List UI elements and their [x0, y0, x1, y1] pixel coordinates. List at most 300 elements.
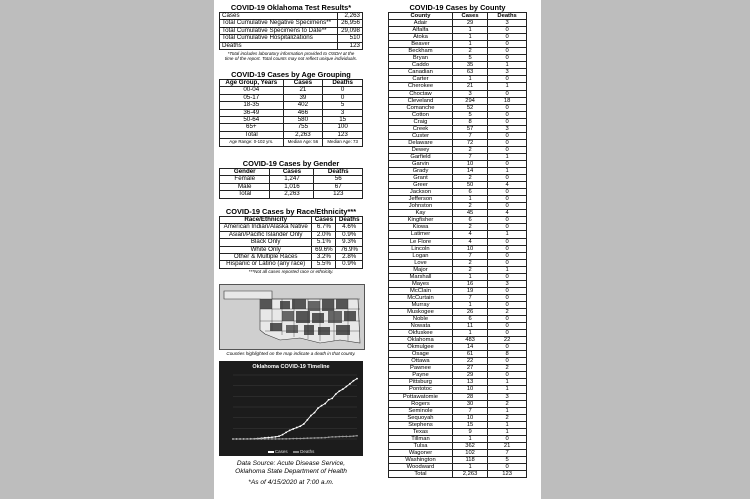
data-point-deaths: [303, 437, 305, 439]
table-cell: Kay: [389, 210, 453, 217]
table-cell: 4.6%: [336, 224, 363, 231]
data-point-deaths: [314, 437, 316, 439]
data-point-cases: [289, 430, 291, 432]
table-cell: 15: [452, 421, 487, 428]
data-point-cases: [278, 435, 280, 437]
table-row: [389, 294, 527, 301]
table-row: [389, 456, 527, 463]
age-footer-cell: Median Age: 56: [283, 139, 323, 146]
data-point-deaths: [278, 438, 280, 440]
data-point-deaths: [321, 437, 323, 439]
table-cell: 0: [488, 344, 527, 351]
metric-label: Cases: [220, 13, 338, 20]
table-header-row: [389, 13, 527, 20]
table-row: [220, 42, 363, 49]
table-cell: 0: [488, 372, 527, 379]
table-row: [389, 372, 527, 379]
table-cell: Okfuskee: [389, 330, 453, 337]
table-row: [389, 182, 527, 189]
timeline-chart: [219, 361, 363, 456]
table-row: [389, 407, 527, 414]
table-cell: 755: [283, 124, 323, 131]
data-point-deaths: [268, 438, 270, 440]
table-row: [389, 146, 527, 153]
table-cell: 1: [452, 273, 487, 280]
table-cell: 0: [488, 294, 527, 301]
table-cell: 2,263: [283, 131, 323, 138]
data-point-deaths: [239, 438, 241, 440]
table-row: [389, 97, 527, 104]
metric-label: Deaths: [220, 42, 338, 49]
column-header: Age Group, Years: [220, 80, 284, 87]
table-cell: 402: [283, 102, 323, 109]
table-row: [389, 344, 527, 351]
table-cell: 0: [488, 90, 527, 97]
table-cell: 13: [452, 379, 487, 386]
table-cell: Tulsa: [389, 442, 453, 449]
table-cell: Le Flore: [389, 238, 453, 245]
table-cell: 3: [488, 125, 527, 132]
table-row: [389, 231, 527, 238]
data-point-deaths: [236, 438, 238, 440]
race-title: COVID-19 Cases by Race/Ethnicity***: [225, 207, 357, 216]
data-point-deaths: [257, 438, 259, 440]
table-cell: 14: [452, 344, 487, 351]
table-cell: 21: [452, 83, 487, 90]
table-cell: 45: [452, 210, 487, 217]
table-cell: Garfield: [389, 153, 453, 160]
table-cell: 27: [452, 365, 487, 372]
county-title: COVID-19 Cases by County: [409, 3, 506, 12]
total-cell: 123: [488, 471, 527, 478]
table-row: [389, 132, 527, 139]
data-point-cases: [296, 427, 298, 429]
data-point-cases: [338, 390, 340, 392]
table-cell: Lincoln: [389, 245, 453, 252]
metric-label: Total Cumulative Hospitalizations: [220, 35, 338, 42]
table-cell: Caddo: [389, 62, 453, 69]
table-row: [389, 41, 527, 48]
table-cell: 50: [452, 182, 487, 189]
data-point-cases: [299, 425, 301, 427]
table-cell: Total: [220, 191, 270, 198]
table-cell: Black Only: [220, 239, 312, 246]
table-cell: Marshall: [389, 273, 453, 280]
table-row: [389, 217, 527, 224]
table-row: [389, 27, 527, 34]
data-point-cases: [310, 415, 312, 417]
data-point-deaths: [250, 438, 252, 440]
oklahoma-map: [219, 284, 365, 350]
legend-cases: Cases: [274, 449, 288, 454]
table-cell: Kiowa: [389, 224, 453, 231]
table-cell: 57: [452, 125, 487, 132]
table-cell: 0: [488, 203, 527, 210]
data-source: [219, 460, 363, 487]
data-point-deaths: [285, 438, 287, 440]
column-header: Cases: [270, 169, 314, 176]
column-header: Cases: [283, 80, 323, 87]
table-cell: Dewey: [389, 146, 453, 153]
table-cell: Grant: [389, 175, 453, 182]
timeline-legend: [219, 449, 363, 454]
table-cell: 9.3%: [336, 239, 363, 246]
table-cell: Pittsburg: [389, 379, 453, 386]
test-results-note-1: *Total includes laboratory information provided to OSDH at the: [227, 51, 355, 57]
data-point-cases: [345, 386, 347, 388]
table-cell: Cotton: [389, 111, 453, 118]
table-cell: 0: [488, 132, 527, 139]
test-results-section: [219, 3, 363, 61]
table-row: [389, 308, 527, 315]
race-note: ***Not all cases reported race or ethnicity.: [248, 268, 334, 274]
table-cell: 22: [452, 358, 487, 365]
table-cell: 5.1%: [312, 239, 336, 246]
data-point-cases: [342, 388, 344, 390]
table-row: [389, 280, 527, 287]
metric-value: 510: [338, 35, 363, 42]
race-table: [219, 216, 363, 269]
table-cell: 00-04: [220, 87, 284, 94]
table-cell: Garvin: [389, 160, 453, 167]
table-cell: 0: [488, 301, 527, 308]
table-cell: White Only: [220, 246, 312, 253]
table-cell: 0: [488, 48, 527, 55]
data-point-deaths: [253, 438, 255, 440]
table-row: [389, 111, 527, 118]
table-cell: 0: [488, 287, 527, 294]
table-cell: 15: [323, 117, 363, 124]
data-point-deaths: [349, 435, 351, 437]
table-cell: Sequoyah: [389, 414, 453, 421]
table-cell: Greer: [389, 182, 453, 189]
table-cell: Cleveland: [389, 97, 453, 104]
table-cell: 118: [452, 456, 487, 463]
oklahoma-county-map-graphic: [220, 285, 364, 349]
table-cell: 29: [452, 20, 487, 27]
table-cell: 7: [488, 449, 527, 456]
table-row: [389, 160, 527, 167]
source-line-2: Oklahoma State Department of Health: [235, 468, 347, 475]
table-row: [389, 48, 527, 55]
table-cell: 2: [452, 48, 487, 55]
table-cell: Logan: [389, 252, 453, 259]
table-cell: 0: [488, 273, 527, 280]
table-cell: 36-49: [220, 109, 284, 116]
table-cell: 05-17: [220, 94, 284, 101]
data-point-deaths: [292, 438, 294, 440]
table-cell: 1: [488, 421, 527, 428]
table-cell: Adair: [389, 20, 453, 27]
table-cell: Nowata: [389, 323, 453, 330]
table-cell: 2: [452, 203, 487, 210]
table-row: [389, 196, 527, 203]
table-row: [389, 83, 527, 90]
table-cell: 483: [452, 337, 487, 344]
table-cell: Oklahoma: [389, 337, 453, 344]
table-cell: 0: [488, 238, 527, 245]
table-cell: 4: [452, 238, 487, 245]
table-cell: 1: [452, 27, 487, 34]
table-row: [389, 435, 527, 442]
metric-value: 26,956: [338, 20, 363, 27]
column-header: Cases: [452, 13, 487, 20]
table-cell: 67: [314, 183, 363, 190]
table-cell: 69.6%: [312, 246, 336, 253]
data-point-deaths: [310, 437, 312, 439]
table-cell: 8: [488, 351, 527, 358]
table-cell: Male: [220, 183, 270, 190]
data-point-deaths: [331, 436, 333, 438]
table-row: [389, 330, 527, 337]
data-point-deaths: [271, 438, 273, 440]
table-cell: American Indian/Alaska Native: [220, 224, 312, 231]
data-point-deaths: [243, 438, 245, 440]
table-cell: Pottawatomie: [389, 393, 453, 400]
series-line-cases: [233, 379, 357, 439]
metric-value: 29,098: [338, 27, 363, 34]
table-row: [389, 316, 527, 323]
metric-value: 123: [338, 42, 363, 49]
table-cell: 0: [488, 323, 527, 330]
table-row: [389, 224, 527, 231]
data-point-deaths: [328, 436, 330, 438]
table-cell: 0: [488, 330, 527, 337]
table-cell: Jackson: [389, 189, 453, 196]
table-cell: 0: [488, 146, 527, 153]
table-cell: 8: [452, 118, 487, 125]
table-cell: 5: [452, 55, 487, 62]
metric-value: 2,263: [338, 13, 363, 20]
table-cell: 1: [452, 34, 487, 41]
table-cell: 0.9%: [336, 231, 363, 238]
table-row: [220, 131, 363, 138]
age-title: COVID-19 Cases by Age Grouping: [231, 70, 351, 79]
table-cell: 5: [488, 456, 527, 463]
table-cell: Bryan: [389, 55, 453, 62]
table-cell: 1: [452, 196, 487, 203]
table-cell: 35: [452, 62, 487, 69]
table-row: [389, 266, 527, 273]
table-row: [389, 421, 527, 428]
data-point-cases: [321, 405, 323, 407]
source-line-1: Data Source: Acute Disease Service,: [236, 460, 346, 467]
table-cell: 102: [452, 449, 487, 456]
table-cell: 56: [314, 176, 363, 183]
table-row: [389, 393, 527, 400]
table-cell: McCurtain: [389, 294, 453, 301]
table-cell: Pawnee: [389, 365, 453, 372]
table-cell: 2,263: [270, 191, 314, 198]
table-cell: 1: [452, 301, 487, 308]
county-total-row: [389, 471, 527, 478]
table-cell: 65+: [220, 124, 284, 131]
data-point-cases: [324, 403, 326, 405]
table-cell: 22: [488, 337, 527, 344]
table-cell: Craig: [389, 118, 453, 125]
table-cell: 6.7%: [312, 224, 336, 231]
table-cell: 1: [488, 168, 527, 175]
gender-table: [219, 168, 363, 199]
table-cell: 1: [452, 41, 487, 48]
table-cell: 0: [488, 118, 527, 125]
table-cell: 2: [488, 308, 527, 315]
table-cell: 29: [452, 372, 487, 379]
table-cell: 0: [488, 160, 527, 167]
table-cell: 1: [452, 330, 487, 337]
total-cell: Total: [389, 471, 453, 478]
table-cell: 10: [452, 386, 487, 393]
table-cell: Asian/Pacific Islander Only: [220, 231, 312, 238]
table-cell: Noble: [389, 316, 453, 323]
table-cell: 1,016: [270, 183, 314, 190]
table-cell: Jefferson: [389, 196, 453, 203]
table-cell: 2: [452, 266, 487, 273]
age-footer-cell: Median Age: 73: [323, 139, 363, 146]
data-point-deaths: [289, 438, 291, 440]
table-cell: 5.5%: [312, 261, 336, 268]
table-cell: 0: [323, 94, 363, 101]
table-cell: 5: [323, 102, 363, 109]
table-cell: 3: [488, 20, 527, 27]
table-cell: Creek: [389, 125, 453, 132]
table-cell: 1: [488, 153, 527, 160]
table-cell: 1: [452, 435, 487, 442]
data-point-cases: [282, 434, 284, 436]
table-row: [220, 239, 363, 246]
table-cell: 1: [488, 379, 527, 386]
table-cell: Comanche: [389, 104, 453, 111]
as-of-date: *As of 4/15/2020 at 7:00 a.m.: [248, 479, 334, 486]
table-cell: 2: [488, 414, 527, 421]
data-point-cases: [285, 431, 287, 433]
table-cell: 39: [283, 94, 323, 101]
table-cell: 1: [452, 464, 487, 471]
data-point-deaths: [324, 437, 326, 439]
age-footer-cell: Age Range: 0-102 yrs.: [220, 139, 284, 146]
table-cell: 3: [452, 90, 487, 97]
table-row: [389, 76, 527, 83]
table-row: [389, 449, 527, 456]
table-row: [220, 231, 363, 238]
table-cell: 10: [452, 245, 487, 252]
test-results-table: [219, 12, 363, 50]
data-point-deaths: [299, 438, 301, 440]
table-cell: 52: [452, 104, 487, 111]
county-section: [388, 3, 527, 478]
age-section: [219, 70, 363, 147]
data-point-deaths: [307, 437, 309, 439]
table-row: [389, 34, 527, 41]
table-cell: 4: [452, 231, 487, 238]
table-cell: 0: [488, 111, 527, 118]
table-cell: 63: [452, 69, 487, 76]
table-cell: Other & Multiple Races: [220, 254, 312, 261]
table-cell: 11: [452, 323, 487, 330]
table-cell: Tillman: [389, 435, 453, 442]
table-cell: Choctaw: [389, 90, 453, 97]
column-header: Gender: [220, 169, 270, 176]
table-cell: 6: [452, 189, 487, 196]
table-cell: 466: [283, 109, 323, 116]
table-cell: Washington: [389, 456, 453, 463]
table-cell: 21: [488, 442, 527, 449]
data-point-cases: [314, 412, 316, 414]
data-point-cases: [335, 393, 337, 395]
table-cell: Woodward: [389, 464, 453, 471]
legend-deaths: Deaths: [300, 449, 315, 454]
column-header: Cases: [312, 217, 336, 224]
table-cell: 0: [488, 76, 527, 83]
data-point-deaths: [338, 436, 340, 438]
column-header: County: [389, 13, 453, 20]
table-cell: Rogers: [389, 400, 453, 407]
table-cell: Female: [220, 176, 270, 183]
table-cell: Pontotoc: [389, 386, 453, 393]
table-cell: 0: [488, 217, 527, 224]
table-cell: 2: [452, 146, 487, 153]
table-row: [389, 301, 527, 308]
table-cell: Hispanic or Latino (any race): [220, 261, 312, 268]
table-cell: 3: [488, 393, 527, 400]
table-cell: 0: [488, 259, 527, 266]
table-row: [389, 252, 527, 259]
data-point-cases: [275, 436, 277, 438]
gender-section: [219, 159, 363, 199]
table-cell: 18-35: [220, 102, 284, 109]
table-row: [389, 287, 527, 294]
table-cell: 18: [488, 97, 527, 104]
metric-label: Total Cumulative Specimens to Date**: [220, 27, 338, 34]
data-point-cases: [356, 378, 358, 380]
column-header: Deaths: [323, 80, 363, 87]
table-cell: 1: [488, 231, 527, 238]
table-cell: 123: [323, 131, 363, 138]
table-cell: 0: [488, 104, 527, 111]
data-point-deaths: [260, 438, 262, 440]
table-cell: 0: [488, 464, 527, 471]
table-cell: 1,247: [270, 176, 314, 183]
table-row: [389, 273, 527, 280]
data-point-cases: [307, 419, 309, 421]
table-cell: Kingfisher: [389, 217, 453, 224]
table-cell: Beckham: [389, 48, 453, 55]
data-point-deaths: [356, 435, 358, 437]
table-row: [220, 102, 363, 109]
table-cell: 2.8%: [336, 254, 363, 261]
table-cell: 0: [488, 55, 527, 62]
table-row: [389, 414, 527, 421]
data-point-cases: [353, 380, 355, 382]
data-point-cases: [317, 407, 319, 409]
table-cell: 2: [488, 365, 527, 372]
table-cell: 1: [452, 76, 487, 83]
table-cell: 30: [452, 400, 487, 407]
table-row: [389, 323, 527, 330]
table-cell: Carter: [389, 76, 453, 83]
table-row: [389, 175, 527, 182]
table-cell: 580: [283, 117, 323, 124]
race-section: [219, 207, 363, 274]
table-cell: 2: [452, 175, 487, 182]
data-point-deaths: [342, 436, 344, 438]
table-row: [389, 428, 527, 435]
data-point-cases: [271, 436, 273, 438]
table-cell: McClain: [389, 287, 453, 294]
table-cell: 1: [488, 428, 527, 435]
table-row: [389, 20, 527, 27]
table-row: [389, 379, 527, 386]
